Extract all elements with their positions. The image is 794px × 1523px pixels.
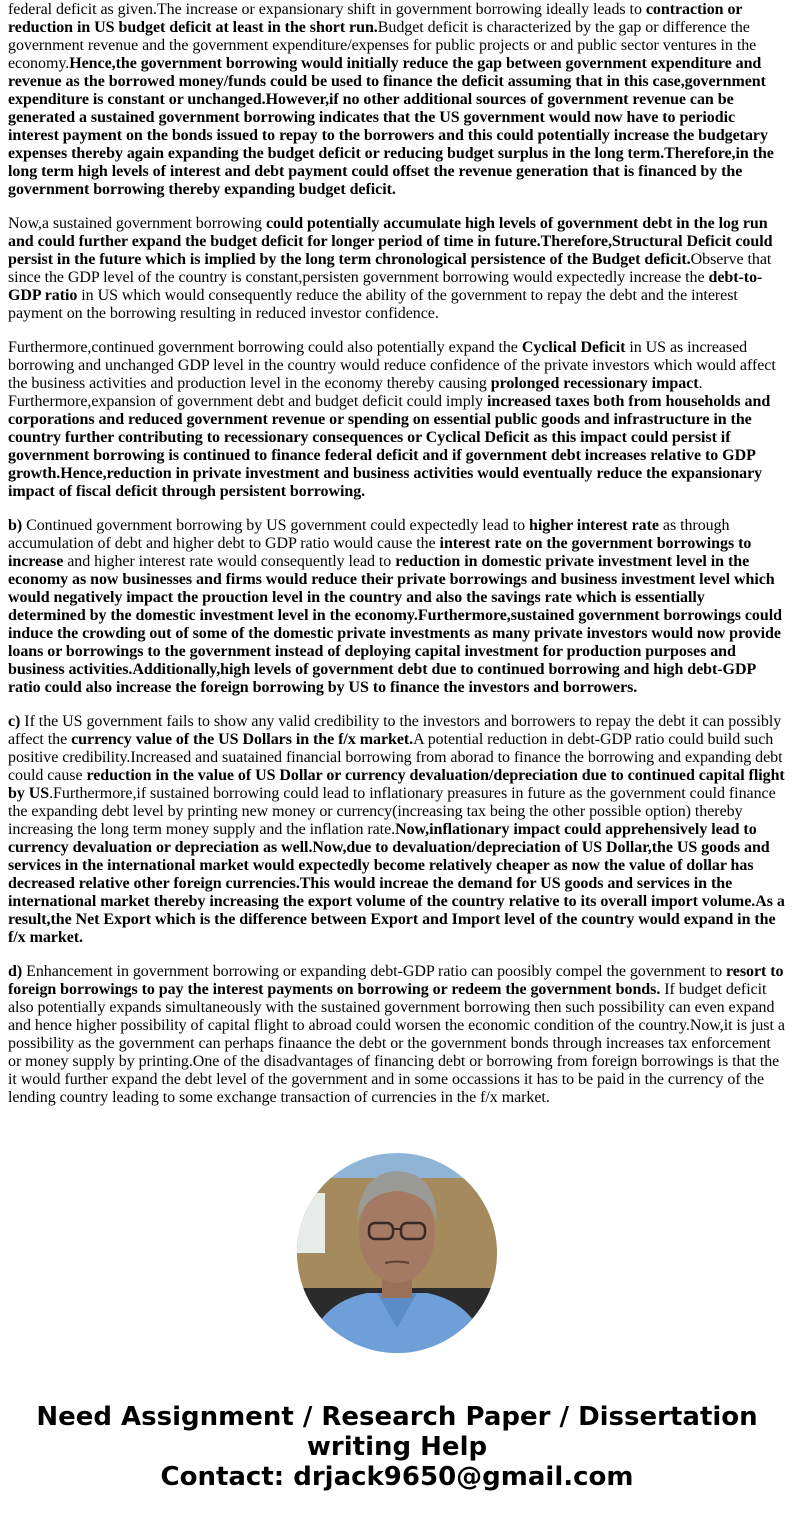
- body-text: . Furthermore,expansion of government debt and budget deficit could imply: [8, 375, 703, 410]
- emphasized-text: c): [8, 713, 21, 730]
- portrait-image: [297, 1153, 497, 1353]
- cta-line-contact-email: Contact: drjack9650@gmail.com: [160, 1462, 634, 1492]
- body-text: Now,a sustained government borrowing: [8, 215, 266, 232]
- body-text: Furthermore,continued government borrowing could also potentially expand the: [8, 339, 522, 356]
- body-text: Observe that since the GDP level of the country is constant,persisten government borrowing would expectedly increase the: [8, 251, 772, 286]
- cta-line-assignment-help: Need Assignment / Research Paper / Dissertation: [36, 1402, 758, 1432]
- body-text: and higher interest rate would consequently lead to: [63, 553, 396, 570]
- emphasized-text: prolonged recessionary impact: [490, 375, 699, 392]
- emphasized-text: Hence,the government borrowing would initially reduce the gap between government expenditure and revenue as the borrowed money/funds could be used to finance the deficit assuming that in this case,government expenditure is constant or unchanged.However,if no other additional sources of government revenue can be generated a sustained government borrowing indicates that the US government would now have to periodic interest payment on the bonds issued to repay to the borrowers and this could potentially increase the budgetary expenses thereby again expanding the budget deficit or reducing budget surplus in the long term.Therefore,in the long term high levels of interest and debt payment could offset the revenue generation that is financed by the government borrowing thereby expanding budget deficit.: [8, 55, 774, 198]
- paragraph-structural-deficit: [8, 215, 786, 323]
- paragraph-answer-d: [8, 963, 786, 1107]
- emphasized-text: Now,inflationary impact could apprehensively lead to currency devaluation or depreciation as well.Now,due to devaluation/depreciation of US Dollar,the US goods and services in the international market would expectedly become relatively cheaper as now the value of dollar has decreased relative other foreign currencies.This would increae the demand for US goods and services in the international market thereby increasing the export volume of the country relative to its overall import volume.As a result,the Net Export which is the difference between Export and Import level of the country would expand in the f/x market.: [8, 821, 785, 946]
- emphasized-text: could potentially accumulate high levels of government debt in the log run and could further expand the budget deficit for longer period of time in future.Therefore,Structural Deficit could persist in the future which is implied by the long term chronological persistence of the Budget deficit.: [8, 215, 773, 268]
- emphasized-text: contraction or reduction in US budget deficit at least in the short run.: [8, 1, 743, 36]
- emphasized-text: debt-to-GDP ratio: [8, 269, 763, 304]
- emphasized-text: b): [8, 517, 23, 534]
- author-avatar: [297, 1153, 497, 1353]
- body-text: A potential reduction in debt-GDP ratio could build such positive credibility.Increased and suatained financial borrowing from aborad to finance the borrowing and expanding debt could cause: [8, 731, 783, 784]
- emphasized-text: Cyclical Deficit: [521, 339, 626, 356]
- paragraph-answer-b: [8, 517, 786, 697]
- emphasized-text: reduction in domestic private investment level in the economy as now businesses and firms would reduce their private borrowings and business investment level which would negatively impact the prouction level in the country and also the savings rate which is essentially determined by the domestic investment level in the economy.Furthermore,sustained government borrowings could induce the crowding out of some of the domestic private investments as many private investors would now provide loans or borrowings to the government instead of deploying capital investment for production purposes and business activities.Additionally,high levels of government debt due to continued borrowing and high debt-GDP ratio could also increase the foreign borrowing by US to finance the investors and borrowers.: [8, 553, 782, 696]
- body-text: If the US government fails to show any valid credibility to the investors and borrowers to repay the debt it can possibly affect the: [8, 713, 782, 748]
- body-text: .Furthermore,if sustained borrowing could lead to inflationary preasures in future as the government could finance the expanding debt level by printing new money or currency(increasing tax being the other possible option) thereby increasing the long term money supply and the inflation rate.: [8, 785, 776, 838]
- cta-line-writing-help: writing Help: [306, 1432, 488, 1462]
- emphasized-text: increased taxes both from households and corporations and reduced government revenue or spending on essential public goods and infrastructure in the country further contributing to recessionary consequences or Cyclical Deficit as this impact could persist if government borrowing is continued to finance federal deficit and if government debt increases relative to GDP growth.Hence,reduction in private investment and business activities would eventually reduce the expansionary impact of fiscal deficit through persistent borrowing.: [8, 393, 771, 500]
- emphasized-text: d): [8, 963, 23, 980]
- body-text: Enhancement in government borrowing or expanding debt-GDP ratio can poosibly compel the government to: [22, 963, 726, 980]
- paragraph-cyclical-deficit: [8, 339, 786, 501]
- emphasized-text: currency value of the US Dollars in the f/x market.: [71, 731, 414, 748]
- paragraph-intro: [8, 1, 786, 199]
- body-text: in US which would consequently reduce the ability of the government to repay the debt and the interest payment on the borrowing resulting in reduced investor confidence.: [8, 287, 738, 322]
- body-text: If budget deficit also potentially expands simultaneously with the sustained government borrowing then such possibility can even expand and hence higher possibility of capital flight to abroad could worsen the economic condition of the country.Now,it is just a possibility as the government can perhaps finaance the debt or the government bonds through increases tax enforcement or money supply by printing.One of the disadvantages of financing debt or borrowing from foreign borrowings is that the it would further expand the debt level of the government and in some occassions it has to be paid in the currency of the lending country leading to some exchange transaction of currencies in the f/x market.: [8, 981, 785, 1106]
- article-body: [8, 1, 786, 1123]
- emphasized-text: higher interest rate: [529, 517, 659, 534]
- body-text: federal deficit as given.The increase or expansionary shift in government borrowing ideally leads to: [8, 1, 646, 18]
- body-text: as through accumulation of debt and higher debt to GDP ratio would cause the: [8, 517, 730, 552]
- body-text: Budget deficit is characterized by the gap or difference the government revenue and the government expenditure/expenses for public projects or and public sector ventures in the economy.: [8, 19, 757, 72]
- body-text: Continued government borrowing by US government could expectedly lead to: [22, 517, 529, 534]
- emphasized-text: reduction in the value of US Dollar or currency devaluation/depreciation due to continued capital flight by US: [8, 767, 785, 802]
- contact-banner: [0, 1402, 794, 1492]
- emphasized-text: resort to foreign borrowings to pay the interest payments on borrowing or redeem the government bonds.: [8, 963, 784, 998]
- paragraph-answer-c: [8, 713, 786, 947]
- body-text: in US as increased borrowing and unchanged GDP level in the country would reduce confidence of the private investors which would affect the business activities and production level in the economy thereby causing: [8, 339, 776, 392]
- emphasized-text: interest rate on the government borrowings to increase: [8, 535, 752, 570]
